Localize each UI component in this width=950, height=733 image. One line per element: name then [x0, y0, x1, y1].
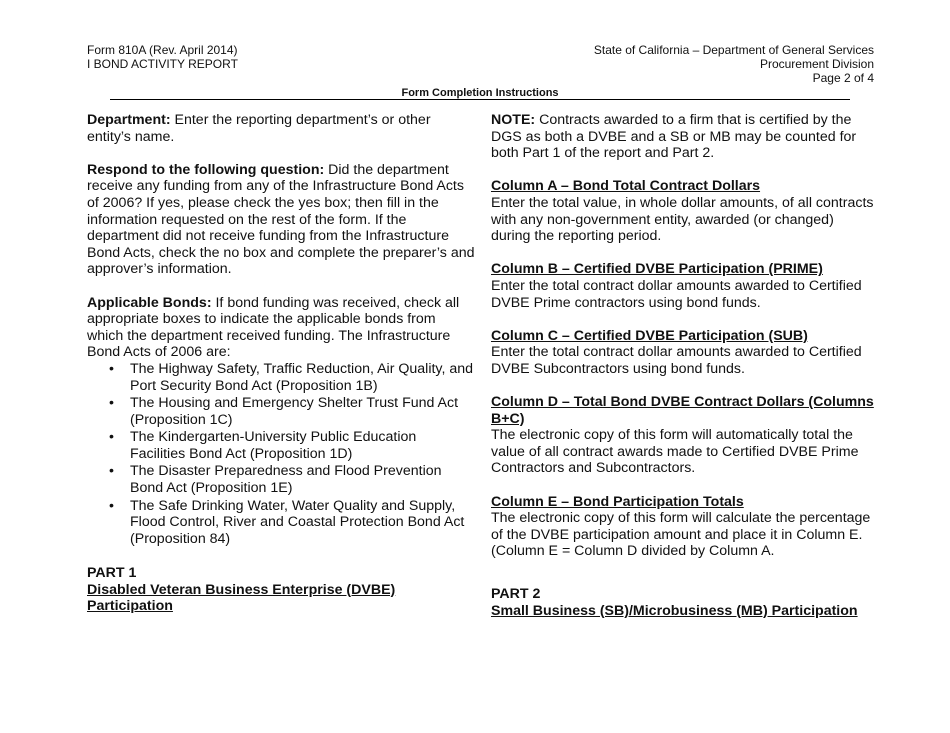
- column-c-text: Enter the total contract dollar amounts awarded to Certified DVBE Subcontractors using bond funds.: [491, 344, 862, 377]
- bond-item-text: The Disaster Preparedness and Flood Prevention Bond Act (Proposition 1E): [130, 463, 442, 497]
- list-item: [87, 463, 475, 496]
- bullet-icon: •: [109, 429, 114, 446]
- note-paragraph: [491, 112, 877, 162]
- page-number: Page 2 of 4: [812, 71, 874, 85]
- bonds-paragraph: [87, 295, 475, 361]
- header-divider: [110, 99, 850, 100]
- part1-title: Disabled Veteran Business Enterprise (DVBE) Participation: [87, 581, 396, 615]
- part1-label: PART 1: [87, 565, 137, 582]
- bond-item-text: The Highway Safety, Traffic Reduction, Air Quality, and Port Security Bond Act (Proposition 1B): [130, 360, 474, 394]
- part2-label: PART 2: [491, 586, 541, 603]
- left-column: [87, 112, 475, 615]
- bonds-text: If bond funding was received, check all appropriate boxes to indicate the applicable bonds from which the department received funding. The Infrastructure Bond Acts of 2006 are:: [87, 294, 460, 361]
- note-label: NOTE:: [491, 112, 536, 128]
- column-a-text: Enter the total value, in whole dollar amounts, of all contracts with any non-government entity, awarded (or changed) during the reporting period.: [491, 194, 874, 245]
- agency-name: State of California – Department of General Services: [593, 43, 874, 57]
- section-title: Form Completion Instructions: [401, 87, 559, 99]
- question-label: Respond to the following question:: [87, 161, 325, 178]
- list-item: [87, 498, 475, 548]
- question-paragraph: [87, 162, 475, 278]
- department-paragraph: [87, 112, 475, 145]
- right-column: [491, 112, 877, 619]
- division-name: Procurement Division: [759, 57, 874, 71]
- header-left: [87, 43, 238, 71]
- bullet-icon: •: [109, 463, 114, 480]
- column-a-title: Column A – Bond Total Contract Dollars: [491, 178, 761, 195]
- column-d-title: Column D – Total Bond DVBE Contract Dollars (Columns B+C): [491, 394, 874, 427]
- bullet-icon: •: [109, 497, 114, 514]
- bond-item-text: The Safe Drinking Water, Water Quality and Supply, Flood Control, River and Coastal Protection Bond Act (Proposition 84): [130, 497, 465, 547]
- bonds-label: Applicable Bonds:: [87, 294, 212, 311]
- bullet-icon: •: [109, 360, 114, 377]
- department-label: Department:: [87, 112, 171, 128]
- list-item: [87, 395, 475, 428]
- column-b-title: Column B – Certified DVBE Participation (PRIME): [491, 261, 823, 278]
- list-item: [87, 361, 475, 394]
- column-b-text: Enter the total contract dollar amounts awarded to Certified DVBE Prime contractors using bond funds.: [491, 277, 862, 311]
- bond-item-text: The Housing and Emergency Shelter Trust Fund Act (Proposition 1C): [130, 395, 459, 428]
- column-e-text: The electronic copy of this form will calculate the percentage of the DVBE participation amount and place it in Column E. (Column E = Column D divided by Column A.: [491, 510, 871, 560]
- column-d-text: The electronic copy of this form will automatically total the value of all contract awards made to Certified DVBE Prime Contractors and Subcontractors.: [491, 427, 859, 477]
- bullet-icon: •: [109, 395, 114, 412]
- form-number: Form 810A (Rev. April 2014): [87, 43, 238, 57]
- bond-item-text: The Kindergarten-University Public Education Facilities Bond Act (Proposition 1D): [130, 429, 417, 462]
- question-text: Did the department receive any funding from any of the Infrastructure Bond Acts of 2006? If yes, please check the yes box; then fill in the information requested on the rest of the form. If the department did not receive funding from the Infrastructure Bond Acts, check the no box and complete the preparer’s and approver’s information.: [87, 161, 475, 278]
- bond-list: [87, 361, 475, 548]
- note-text: Contracts awarded to a firm that is certified by the DGS as both a DVBE and a SB or MB may be counted for both Part 1 of the report and Part 2.: [491, 112, 857, 162]
- column-c-title: Column C – Certified DVBE Participation (SUB): [491, 327, 808, 344]
- part2-title: Small Business (SB)/Microbusiness (MB) Participation: [491, 602, 858, 619]
- department-text: Enter the reporting department’s or other entity’s name.: [87, 112, 431, 145]
- report-name: I BOND ACTIVITY REPORT: [87, 57, 238, 71]
- list-item: [87, 429, 475, 462]
- header-right: [594, 43, 874, 85]
- column-e-title: Column E – Bond Participation Totals: [491, 493, 744, 510]
